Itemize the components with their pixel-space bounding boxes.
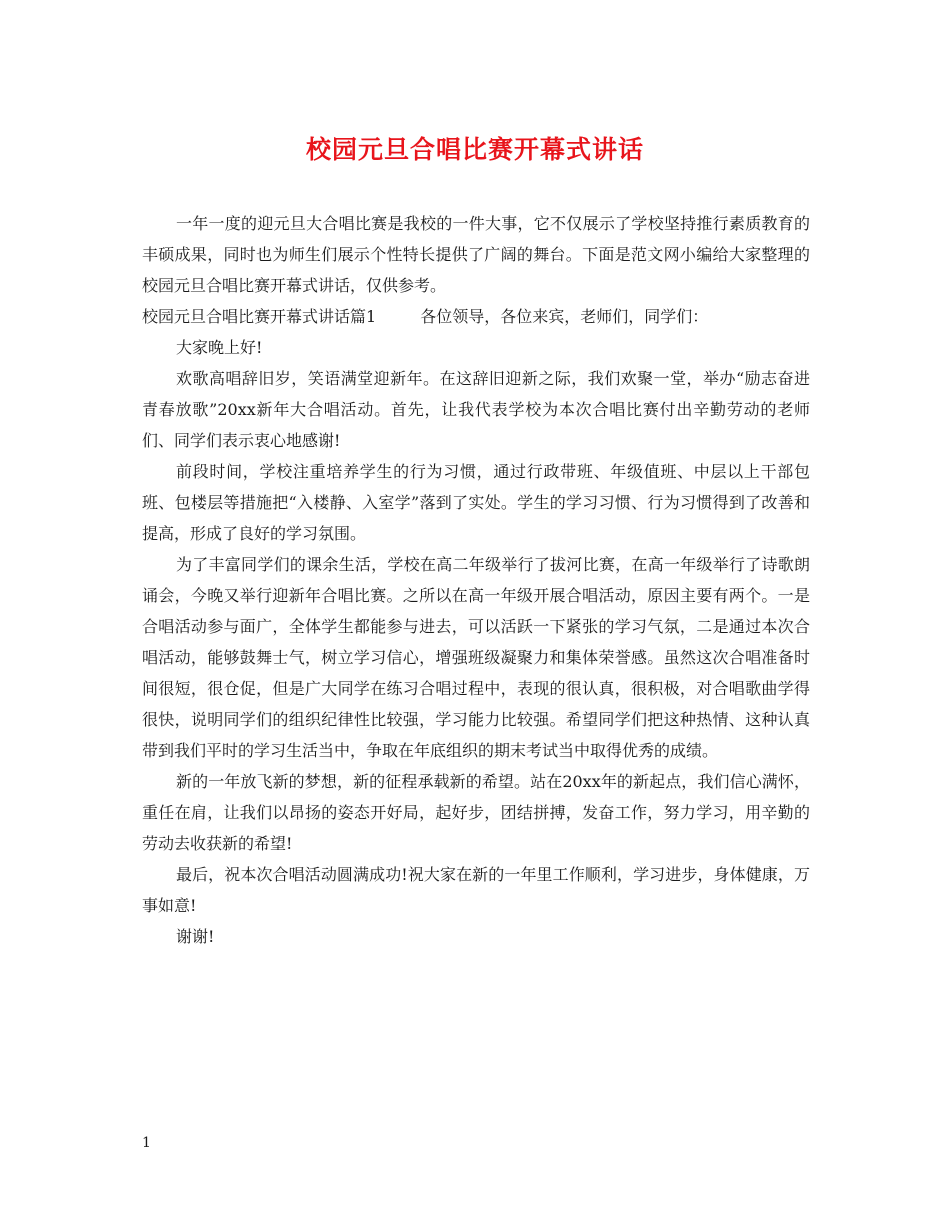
body-paragraph-4: 新的一年放飞新的梦想，新的征程承载新的希望。站在20xx年的新起点，我们信心满怀，重任在肩，让我们以昂扬的姿态开好局，起好步，团结拼搏，发奋工作，努力学习，用辛勤的劳动去收获新的希望! — [142, 772, 810, 853]
document-title: 校园元旦合唱比赛开幕式讲话 — [305, 135, 644, 164]
section-heading-line — [142, 301, 810, 332]
document-body — [142, 208, 810, 952]
salutation: 各位领导，各位来宾，老师们，同学们： — [420, 307, 709, 326]
greeting: 大家晚上好! — [176, 338, 263, 357]
section-heading: 校园元旦合唱比赛开幕式讲话篇1 — [142, 307, 377, 326]
body-paragraph-3: 为了丰富同学们的课余生活，学校在高二年级举行了拔河比赛，在高一年级举行了诗歌朗诵会，今晚又举行迎新年合唱比赛。之所以在高一年级开展合唱活动，原因主要有两个。一是合唱活动参与面广，全体学生都能参与进去，可以活跃一下紧张的学习气氛，二是通过本次合唱活动，能够鼓舞士气，树立学习信心，增强班级凝聚力和集体荣誉感。虽然这次合唱准备时间很短，很仓促，但是广大同学在练习合唱过程中，表现的很认真，很积极，对合唱歌曲学得很快，说明同学们的组织纪律性比较强，学习能力比较强。希望同学们把这种热情、这种认真带到我们平时的学习生活当中，争取在年底组织的期末考试当中取得优秀的成绩。 — [142, 555, 810, 760]
body-paragraph-2: 前段时间，学校注重培养学生的行为习惯，通过行政带班、年级值班、中层以上干部包班、包楼层等措施把“入楼静、入室学”落到了实处。学生的学习习惯、行为习惯得到了改善和提高，形成了良好的学习氛围。 — [142, 462, 810, 543]
body-paragraph-5: 最后，祝本次合唱活动圆满成功!祝大家在新的一年里工作顺利，学习进步，身体健康，万事如意! — [142, 865, 810, 915]
page-number: 1 — [142, 1135, 151, 1151]
body-paragraph-1: 欢歌高唱辞旧岁，笑语满堂迎新年。在这辞旧迎新之际，我们欢聚一堂，举办“励志奋进 青春放歌”20xx新年大合唱活动。首先，让我代表学校为本次合唱比赛付出辛勤劳动的老师们、同学们表示衷心地感谢! — [142, 369, 810, 450]
intro-paragraph: 一年一度的迎元旦大合唱比赛是我校的一件大事，它不仅展示了学校坚持推行素质教育的丰硕成果，同时也为师生们展示个性特长提供了广阔的舞台。下面是范文网小编给大家整理的校园元旦合唱比赛开幕式讲话，仅供参考。 — [142, 214, 810, 295]
closing: 谢谢! — [176, 927, 215, 946]
